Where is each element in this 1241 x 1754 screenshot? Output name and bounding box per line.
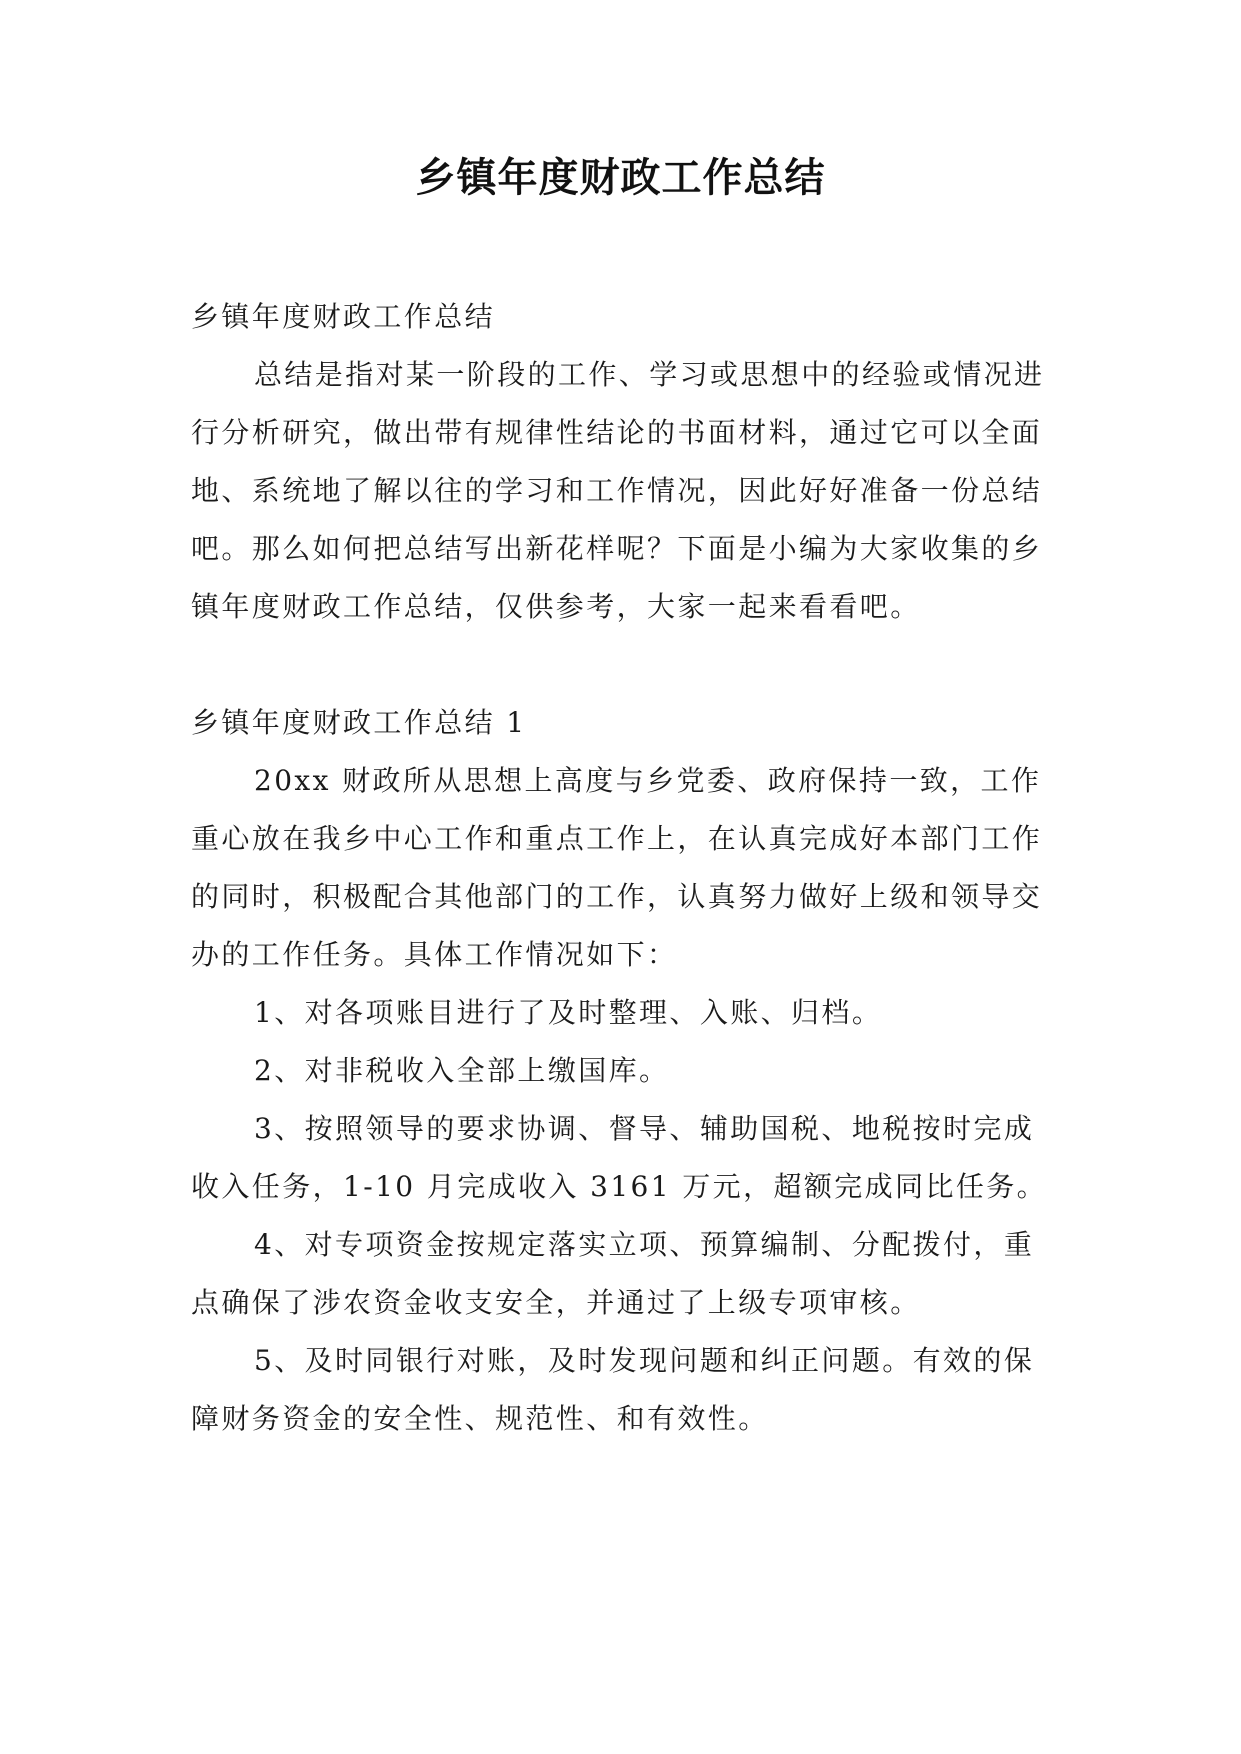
- section-gap: [191, 636, 1059, 694]
- section-heading: 乡镇年度财政工作总结 1: [191, 706, 527, 739]
- document-title: 乡镇年度财政工作总结: [415, 155, 826, 201]
- body-paragraph: 20xx 财政所从思想上高度与乡党委、政府保持一致，工作重心放在我乡中心工作和重点工作上，在认真完成好本部门工作的同时，积极配合其他部门的工作，认真努力做好上级和领导交办的工作任务。具体工作情况如下：: [191, 764, 1043, 971]
- intro-paragraph: 总结是指对某一阶段的工作、学习或思想中的经验或情况进行分析研究，做出带有规律性结论的书面材料，通过它可以全面地、系统地了解以往的学习和工作情况，因此好好准备一份总结吧。那么如何把总结写出新花样呢？下面是小编为大家收集的乡镇年度财政工作总结，仅供参考，大家一起来看看吧。: [191, 358, 1045, 623]
- document-subtitle: 乡镇年度财政工作总结: [191, 300, 496, 333]
- list-item: 4、对专项资金按规定落实立项、预算编制、分配拨付，重点确保了涉农资金收支安全，并通过了上级专项审核。: [191, 1228, 1035, 1319]
- list-item: 5、及时同银行对账，及时发现问题和纠正问题。有效的保障财务资金的安全性、规范性、和有效性。: [191, 1344, 1035, 1435]
- document-body: [191, 288, 1059, 1448]
- list-item: 3、按照领导的要求协调、督导、辅助国税、地税按时完成收入任务，1-10 月完成收入 3161 万元，超额完成同比任务。: [191, 1112, 1048, 1203]
- list-item: 2、对非税收入全部上缴国库。: [254, 1054, 670, 1087]
- list-item: 1、对各项账目进行了及时整理、入账、归档。: [254, 996, 883, 1029]
